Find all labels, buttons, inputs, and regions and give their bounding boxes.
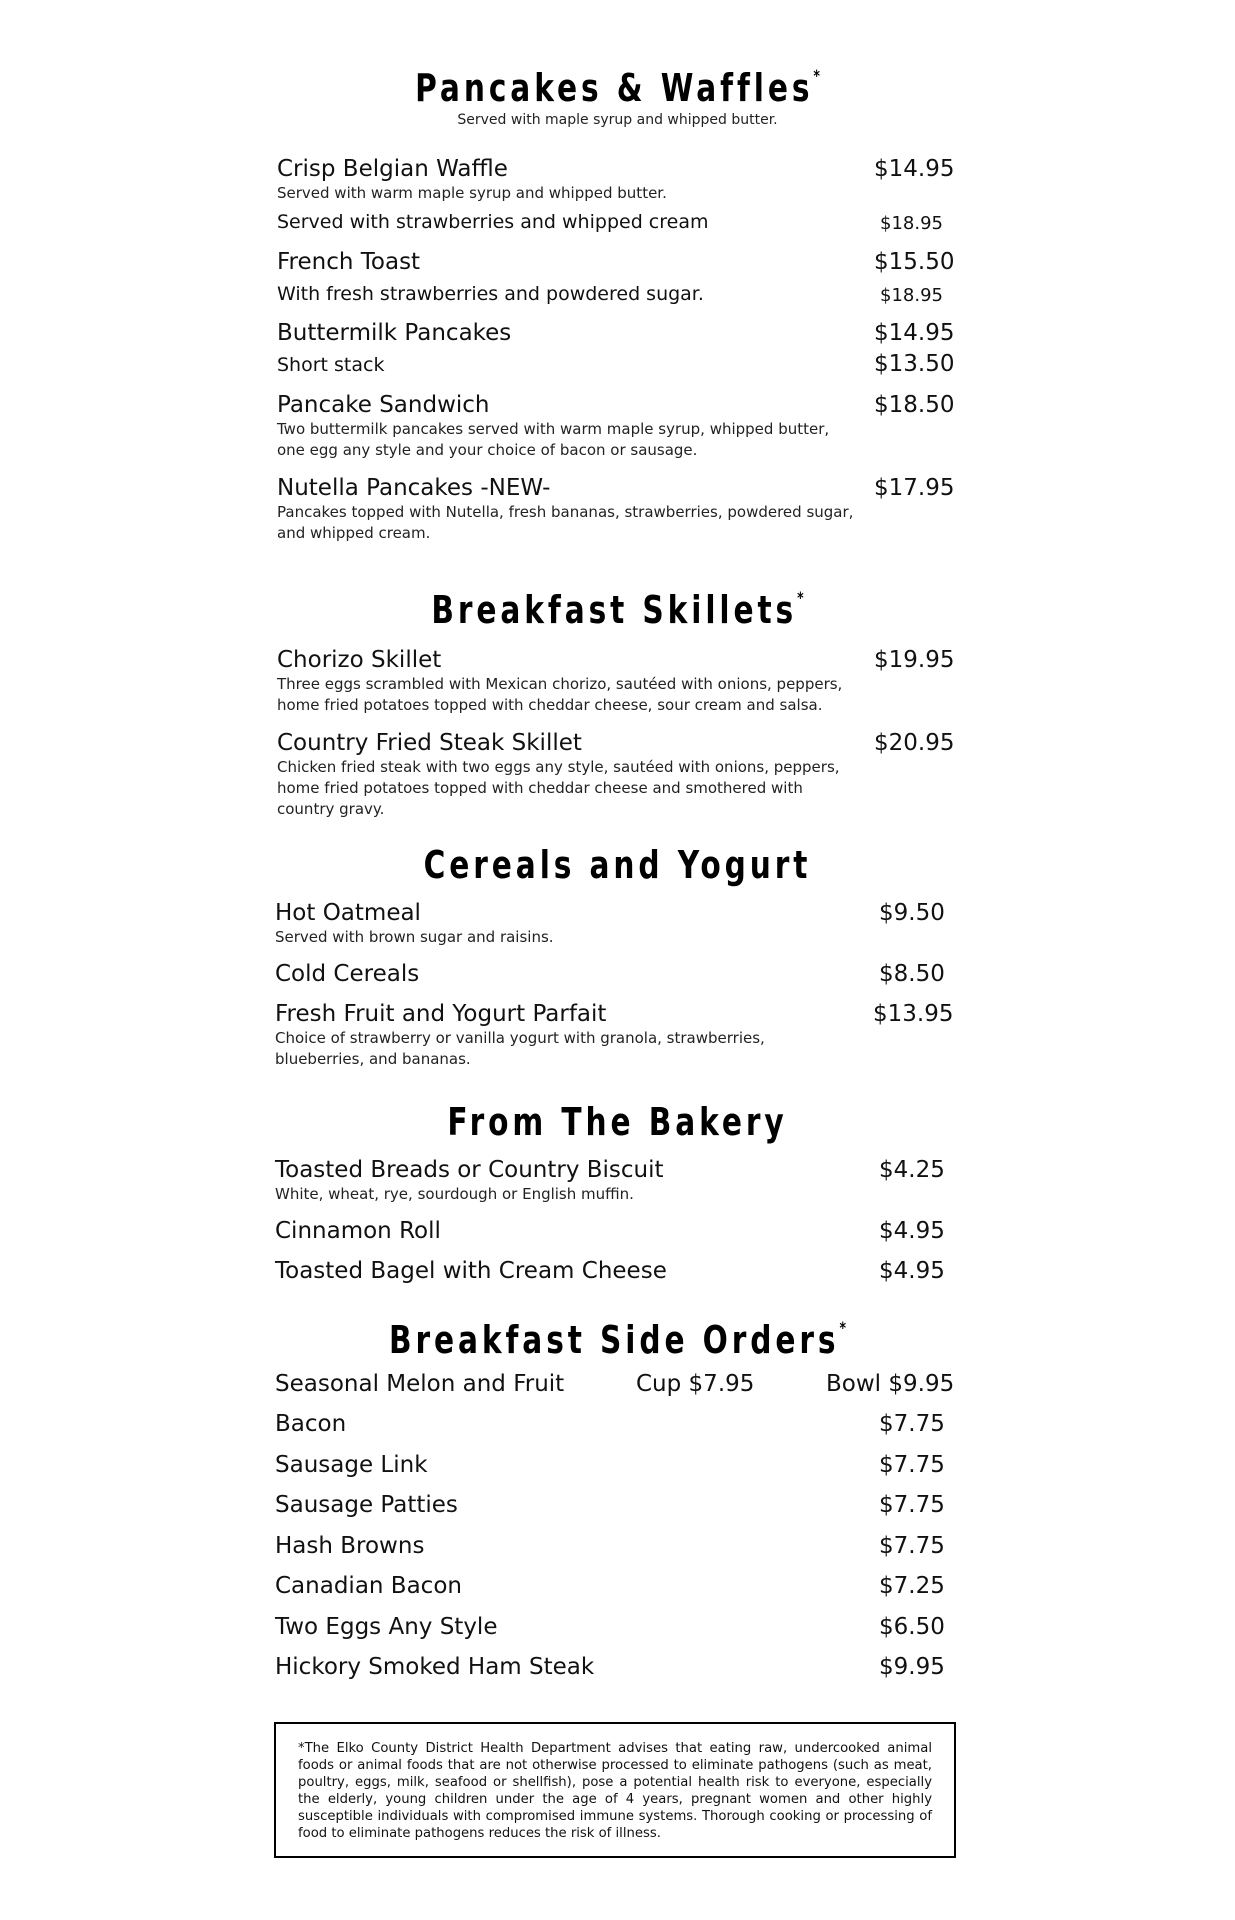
menu-item	[275, 1217, 441, 1245]
menu-item	[277, 474, 857, 544]
item-name: Nutella Pancakes -NEW-	[277, 475, 551, 501]
item-name: Seasonal Melon and Fruit	[275, 1371, 565, 1397]
sides-section	[0, 1318, 1235, 1362]
menu-item	[277, 353, 384, 377]
item-price: $7.75	[879, 1452, 945, 1478]
item-description: Three eggs scrambled with Mexican chorizo, sautéed with onions, peppers, home fried potatoes topped with cheddar cheese, sour cream and salsa.	[277, 675, 843, 714]
menu-item	[275, 960, 419, 988]
item-description: Chicken fried steak with two eggs any style, sautéed with onions, peppers, home fried potatoes topped with cheddar cheese and smothered with country gravy.	[277, 758, 840, 818]
section-title: From The Bakery	[447, 1100, 788, 1144]
item-price: $19.95	[874, 647, 955, 673]
section-heading	[136, 1100, 1099, 1144]
asterisk: *	[797, 588, 804, 607]
section-title: Breakfast Skillets	[431, 588, 798, 632]
item-price: $9.50	[879, 900, 945, 926]
item-price: $18.95	[880, 213, 943, 234]
menu-item	[275, 1613, 497, 1641]
item-price: $13.95	[873, 1001, 954, 1027]
cereals-section	[0, 843, 1235, 887]
health-notice-text: *The Elko County District Health Department advises that eating raw, undercooked animal foods or animal foods that are not otherwise processed to eliminate pathogens (such as meat, poultry, eggs, milk, seafood or shellfish), pose a potential health risk to everyone, especially the elderly, young children under the age of 4 years, pregnant women and other highly susceptible individuals with compromised immune systems. Thorough cooking or processing of food to eliminate pathogens reduces the risk of illness.	[298, 1741, 932, 1841]
menu-item	[275, 1156, 855, 1205]
item-price: $6.50	[879, 1614, 945, 1640]
menu-item	[275, 1410, 346, 1438]
item-name: Hot Oatmeal	[275, 900, 421, 926]
item-name: Buttermilk Pancakes	[277, 320, 512, 346]
item-price: $17.95	[874, 475, 955, 501]
item-description: Served with warm maple syrup and whipped butter.	[277, 184, 667, 202]
item-price: $9.95	[879, 1654, 945, 1680]
menu-item	[275, 1532, 424, 1560]
item-name: Toasted Breads or Country Biscuit	[275, 1157, 664, 1183]
section-subtitle: Served with maple syrup and whipped butter.	[457, 112, 778, 128]
menu-item	[277, 646, 857, 716]
item-price: $20.95	[874, 730, 955, 756]
section-title: Breakfast Side Orders	[388, 1318, 840, 1362]
menu-item	[275, 1451, 428, 1479]
menu-item	[275, 899, 855, 948]
item-price: $7.75	[879, 1411, 945, 1437]
section-heading	[136, 588, 1099, 632]
item-name: Sausage Link	[275, 1452, 428, 1478]
item-name: Sausage Patties	[275, 1492, 458, 1518]
menu-item	[277, 729, 857, 820]
skillets-section	[0, 588, 1235, 632]
bakery-section	[0, 1100, 1235, 1144]
item-name: Canadian Bacon	[275, 1573, 462, 1599]
item-name: Two Eggs Any Style	[275, 1614, 498, 1640]
item-price-cup: Cup $7.95	[636, 1371, 755, 1397]
menu-item	[275, 1000, 855, 1070]
item-description: Two buttermilk pancakes served with warm maple syrup, whipped butter, one egg any style and your choice of bacon or sausage.	[277, 420, 830, 459]
section-title: Cereals and Yogurt	[423, 843, 812, 887]
menu-item	[277, 282, 704, 306]
menu-item	[275, 1370, 564, 1398]
item-name: Fresh Fruit and Yogurt Parfait	[275, 1001, 607, 1027]
item-price-bowl: Bowl $9.95	[826, 1371, 955, 1397]
item-name: Chorizo Skillet	[277, 647, 442, 673]
item-description: White, wheat, rye, sourdough or English muffin.	[275, 1185, 634, 1203]
pancakes-section	[0, 66, 1235, 128]
item-name: Cinnamon Roll	[275, 1218, 441, 1244]
item-name: Country Fried Steak Skillet	[277, 730, 582, 756]
item-name: With fresh strawberries and powdered sugar.	[277, 283, 704, 305]
menu-item	[277, 155, 847, 204]
menu-item	[275, 1572, 462, 1600]
item-price: $18.95	[880, 285, 943, 306]
item-price: $13.50	[874, 351, 955, 377]
menu-item	[275, 1257, 667, 1285]
health-notice	[274, 1722, 956, 1858]
item-name: French Toast	[277, 249, 421, 275]
item-name: Pancake Sandwich	[277, 392, 490, 418]
menu-item	[277, 319, 511, 347]
item-name: Hash Browns	[275, 1533, 425, 1559]
menu-item	[275, 1491, 458, 1519]
item-price: $7.75	[879, 1492, 945, 1518]
item-name: Cold Cereals	[275, 961, 420, 987]
asterisk: *	[839, 1318, 847, 1337]
item-price: $15.50	[874, 249, 955, 275]
item-description: Served with brown sugar and raisins.	[275, 928, 554, 946]
item-price: $14.95	[874, 320, 955, 346]
item-price: $4.95	[879, 1258, 945, 1284]
item-name: Crisp Belgian Waffle	[277, 156, 508, 182]
section-heading	[136, 66, 1099, 110]
menu-item	[277, 210, 708, 234]
item-price: $8.50	[879, 961, 945, 987]
item-price: $4.95	[879, 1218, 945, 1244]
menu-item	[275, 1653, 594, 1681]
menu-item	[277, 248, 420, 276]
item-price: $7.25	[879, 1573, 945, 1599]
item-name: Short stack	[277, 354, 385, 376]
item-description: Pancakes topped with Nutella, fresh bananas, strawberries, powdered sugar, and whipped cream.	[277, 503, 854, 542]
item-description: Choice of strawberry or vanilla yogurt with granola, strawberries, blueberries, and bananas.	[275, 1029, 765, 1068]
item-price: $4.25	[879, 1157, 945, 1183]
item-price: $18.50	[874, 392, 955, 418]
item-name: Served with strawberries and whipped cream	[277, 211, 709, 233]
item-price: $14.95	[874, 156, 955, 182]
item-name: Bacon	[275, 1411, 347, 1437]
section-heading	[136, 843, 1099, 887]
item-name: Hickory Smoked Ham Steak	[275, 1654, 595, 1680]
item-price: $7.75	[879, 1533, 945, 1559]
section-title: Pancakes & Waffles	[415, 66, 814, 110]
menu-item	[277, 391, 857, 461]
section-heading	[136, 1318, 1099, 1362]
item-name: Toasted Bagel with Cream Cheese	[275, 1258, 667, 1284]
asterisk: *	[813, 66, 820, 85]
